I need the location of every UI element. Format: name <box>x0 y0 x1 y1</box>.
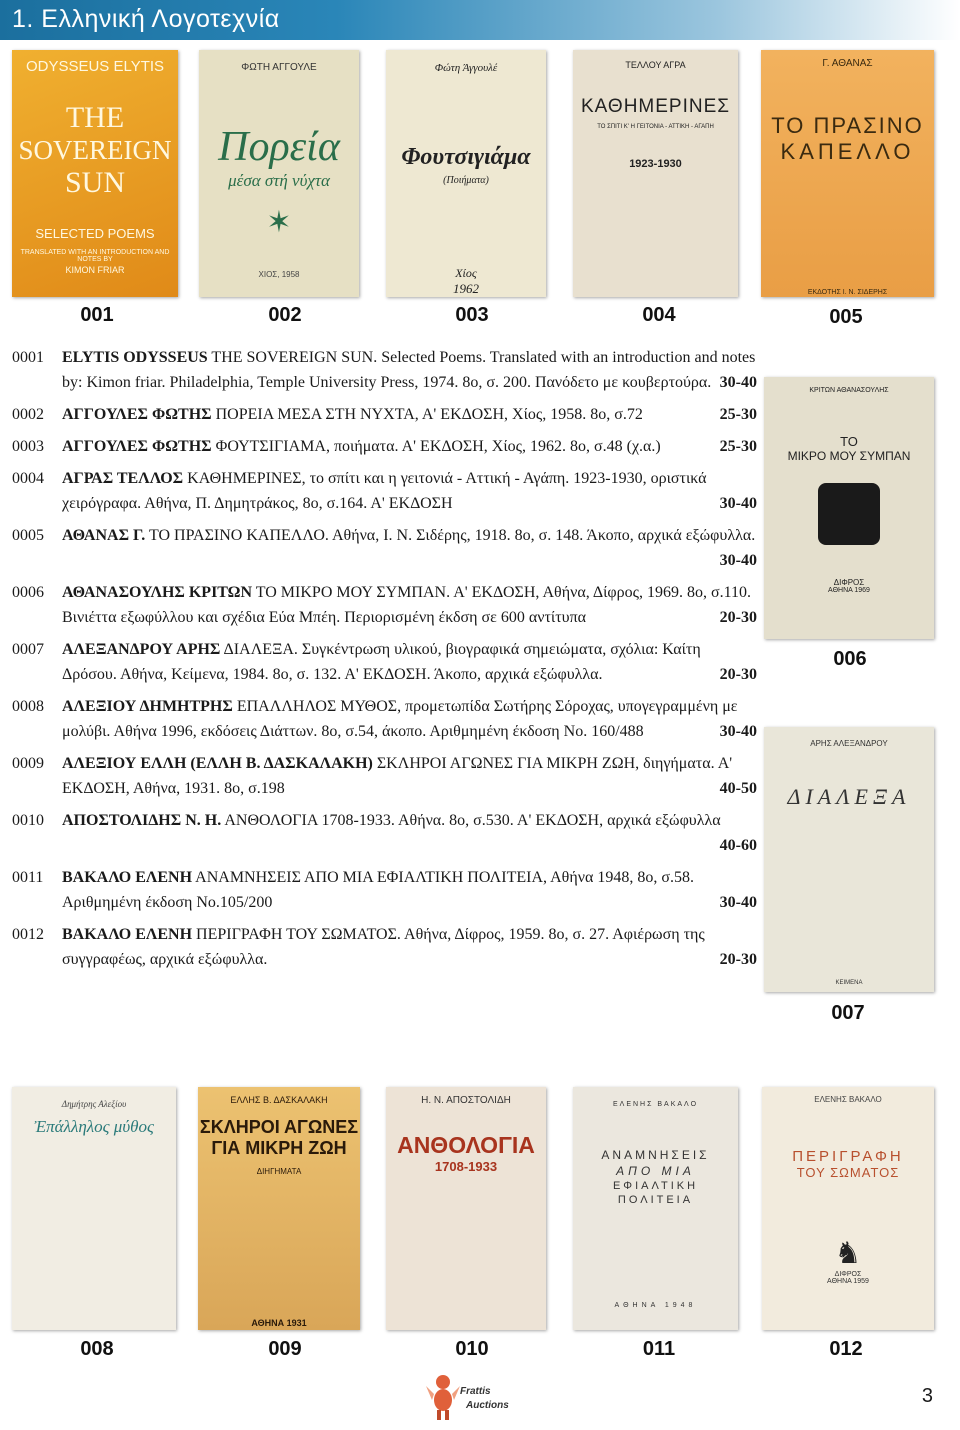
cover-010: Η. Ν. ΑΠΟΣΤΟΛΙΔΗ ΑΝΘΟΛΟΓΙΑ 1708-1933 <box>386 1087 546 1330</box>
cover-002: ΦΩΤΗ ΑΓΓΟΥΛΕ Πορεία μέσα στή νύχτα ✶ ΧΙΟΣ, 1958 <box>199 50 359 297</box>
cover-005: Γ. ΑΘΑΝΑΣ ΤΟ ΠΡΑΣΙΝΟ ΚΑΠΕΛΛΟ ΕΚΔΟΤΗΣ Ι. Ν. ΣΙΔΕΡΗΣ <box>761 50 934 297</box>
figure-number-008: 008 <box>80 1338 114 1360</box>
price-estimate: 40-50 <box>719 780 757 797</box>
catalogue-entry: 0004 ΑΓΡΑΣ ΤΕΛΛΟΣ ΚΑΘΗΜΕΡΙΝΕΣ, το σπίτι και η γειτονιά - Αττική - Αγάπη. 1923-1930, οριστικά χειρόγραφα. Αθήνα, Π. Δημητράκος, 8ο, σ.164. Α' ΕΚΔΟΣΗ 30-40 <box>12 466 757 516</box>
catalogue-entries <box>12 345 757 979</box>
price-estimate: 20-30 <box>719 951 757 968</box>
price-estimate: 25-30 <box>719 438 757 455</box>
catalogue-entry: 0012 ΒΑΚΑΛΟ ΕΛΕΝΗ ΠΕΡΙΓΡΑΦΗ ΤΟΥ ΣΩΜΑΤΟΣ. Αθήνα, Δίφρος, 1959. 8ο, σ. 27. Αφιέρωση της συγγραφέως, αρχικά εξώφυλλα. 20-30 <box>12 922 757 972</box>
catalogue-entry: 0008 ΑΛΕΞΙΟΥ ΔΗΜΗΤΡΗΣ ΕΠΑΛΛΗΛΟΣ ΜΥΘΟΣ, προμετωπίδα Σωτήρης Σόροχας, υπογεγραμμένη με μολύβι. Αθήνα 1996, εκδόσεις Διάττων. 8ο, σ.54, άκοπο. Αριθμημένη έκδοση Νο. 160/488 30-40 <box>12 694 757 744</box>
catalogue-entry: 0001 ELYTIS ODYSSEUS THE SOVEREIGN SUN. Selected Poems. Translated with an introduction and notes by: Kimon friar. Philadelphia, Temple University Press, 1974. 8ο, σ. 200. Πανόδετο με κουβερτούρα. 30-40 <box>12 345 757 395</box>
catalogue-entry: 0011 ΒΑΚΑΛΟ ΕΛΕΝΗ ΑΝΑΜΝΗΣΕΙΣ ΑΠΟ ΜΙΑ ΕΦΙΑΛΤΙΚΗ ΠΟΛΙΤΕΙΑ, Αθήνα 1948, 8ο, σ.58. Αριθμημένη έκδοση Νο.105/200 30-40 <box>12 865 757 915</box>
page-number: 3 <box>921 1385 933 1407</box>
price-estimate: 30-40 <box>719 374 757 391</box>
cover-007: ΑΡΗΣ ΑΛΕΞΑΝΔΡΟΥ ΔΙΑΛΕΞΑ ΚΕΙΜΕΝΑ <box>764 727 934 992</box>
figure-number-009: 009 <box>268 1338 302 1360</box>
section-title: 1. Ελληνική Λογοτεχνία <box>12 5 280 33</box>
price-estimate: 30-40 <box>719 894 757 911</box>
price-estimate: 20-30 <box>719 666 757 683</box>
catalogue-entry: 0005 ΑΘΑΝΑΣ Γ. ΤΟ ΠΡΑΣΙΝΟ ΚΑΠΕΛΛΟ. Αθήνα, Ι. Ν. Σιδέρης, 1918. 8ο, σ. 148. Άκοπο, αρχικά εξώφυλλα. 30-40 <box>12 523 757 573</box>
catalogue-entry: 0003 ΑΓΓΟΥΛΕΣ ΦΩΤΗΣ ΦΟΥΤΣΙΓΙΑΜΑ, ποιήματα. Α' ΕΚΔΟΣΗ, Χίος, 1962. 8ο, σ.48 (χ.α.) 25-30 <box>12 434 757 459</box>
price-estimate: 25-30 <box>719 406 757 423</box>
star-ornament-icon: ✶ <box>266 206 292 239</box>
figure-number-010: 010 <box>455 1338 489 1360</box>
catalogue-entry: 0010 ΑΠΟΣΤΟΛΙΔΗΣ Ν. Η. ΑΝΘΟΛΟΓΙΑ 1708-1933. Αθήνα. 8ο, σ.530. Α' ΕΚΔΟΣΗ, αρχικά εξώφυλλα 40-60 <box>12 808 757 858</box>
cover-006: ΚΡΙΤΩΝ ΑΘΑΝΑΣΟΥΛΗΣ ΤΟ ΜΙΚΡΟ ΜΟΥ ΣΥΜΠΑΝ ΔΙΦΡΟΣ ΑΘΗΝΑ 1969 <box>764 377 934 639</box>
price-estimate: 30-40 <box>719 552 757 569</box>
price-estimate: 30-40 <box>719 723 757 740</box>
figure-number-002: 002 <box>268 304 302 326</box>
figure-number-007: 007 <box>831 1002 865 1024</box>
cover-011: ΕΛΕΝΗΣ ΒΑΚΑΛΟ ΑΝΑΜΝΗΣΕΙΣ ΑΠΟ ΜΙΑ ΕΦΙΑΛΤΙΚΗ ΠΟΛΙΤΕΙΑ ΑΘΗΝΑ 1948 <box>573 1087 738 1330</box>
price-estimate: 40-60 <box>719 837 757 854</box>
price-estimate: 30-40 <box>719 495 757 512</box>
figure-number-005: 005 <box>829 306 863 328</box>
cherub-icon <box>426 1372 460 1422</box>
cover-003: Φώτη Άγγουλέ Φουτσιγιάμα (Ποιήματα) Χίος 1962 <box>386 50 546 297</box>
cover-012: ΕΛΕΝΗΣ ΒΑΚΑΛΟ ΠΕΡΙΓΡΑΦΗ ΤΟΥ ΣΩΜΑΤΟΣ ♞ ΔΙΦΡΟΣ ΑΘΗΝΑ 1959 <box>762 1087 934 1330</box>
figure-number-004: 004 <box>642 304 676 326</box>
cover-009: ΕΛΛΗΣ Β. ΔΑΣΚΑΛΑΚΗ ΣΚΛΗΡΟΙ ΑΓΩΝΕΣ ΓΙΑ ΜΙΚΡΗ ΖΩΗ ΔΙΗΓΗΜΑΤΑ ΑΘΗΝΑ 1931 <box>198 1087 360 1330</box>
figure-number-006: 006 <box>833 648 867 670</box>
catalogue-entry: 0002 ΑΓΓΟΥΛΕΣ ΦΩΤΗΣ ΠΟΡΕΙΑ ΜΕΣΑ ΣΤΗ ΝΥΧΤΑ, Α' ΕΚΔΟΣΗ, Χίος, 1958. 8ο, σ.72 25-30 <box>12 402 757 427</box>
cover-004: ΤΕΛΛΟΥ ΑΓΡΑ ΚΑΘΗΜΕΡΙΝΕΣ ΤΟ ΣΠΙΤΙ Κ' Η ΓΕΙΤΟΝΙΑ - ΑΤΤΙΚΗ - ΑΓΑΠΗ 1923-1930 <box>573 50 738 297</box>
figure-number-011: 011 <box>642 1338 676 1360</box>
figure-number-012: 012 <box>829 1338 863 1360</box>
publisher-emblem-icon: ♞ <box>834 1237 862 1270</box>
catalogue-entry: 0009 ΑΛΕΞΙΟΥ ΕΛΛΗ (ΕΛΛΗ Β. ΔΑΣΚΑΛΑΚΗ) ΣΚΛΗΡΟΙ ΑΓΩΝΕΣ ΓΙΑ ΜΙΚΡΗ ΖΩΗ, διηγήματα. Α' ΕΚΔΟΣΗ, Αθήνα, 1931. 8ο, σ.198 40-50 <box>12 751 757 801</box>
cover-008: Δημήτρης Αλεξίου Ἐπάλληλος μύθος <box>12 1087 176 1330</box>
section-header <box>0 0 960 40</box>
price-estimate: 20-30 <box>719 609 757 626</box>
vignette-ornament-icon <box>764 483 934 550</box>
figure-number-003: 003 <box>455 304 489 326</box>
cover-001: ODYSSEUS ELYTIS THE SOVEREIGN SUN SELECTED POEMS TRANSLATED WITH AN INTRODUCTION AND NOTES BY KIMON FRIAR <box>12 50 178 297</box>
catalogue-entry: 0007 ΑΛΕΞΑΝΔΡΟΥ ΑΡΗΣ ΔΙΑΛΕΞΑ. Συγκέντρωση υλικού, βιογραφικά σημειώματα, σχόλια: Καίτη Δρόσου. Αθήνα, Κείμενα, 1984. 8ο, σ. 132. Α' ΕΚΔΟΣΗ. Άκοπο, αρχικά εξώφυλλα. 20-30 <box>12 637 757 687</box>
catalogue-entry: 0006 ΑΘΑΝΑΣΟΥΛΗΣ ΚΡΙΤΩΝ ΤΟ ΜΙΚΡΟ ΜΟΥ ΣΥΜΠΑΝ. Α' ΕΚΔΟΣΗ, Αθήνα, Δίφρος, 1969. 8ο, σ.110. Βινιέττα εξωφύλλου και σχέδια Εύα Μπέη. Περιορισμένη έκδση σε 600 αντίτυπα 20-30 <box>12 580 757 630</box>
figure-number-001: 001 <box>80 304 114 326</box>
frattis-auctions-logo: Frattis Auctions <box>426 1372 526 1424</box>
